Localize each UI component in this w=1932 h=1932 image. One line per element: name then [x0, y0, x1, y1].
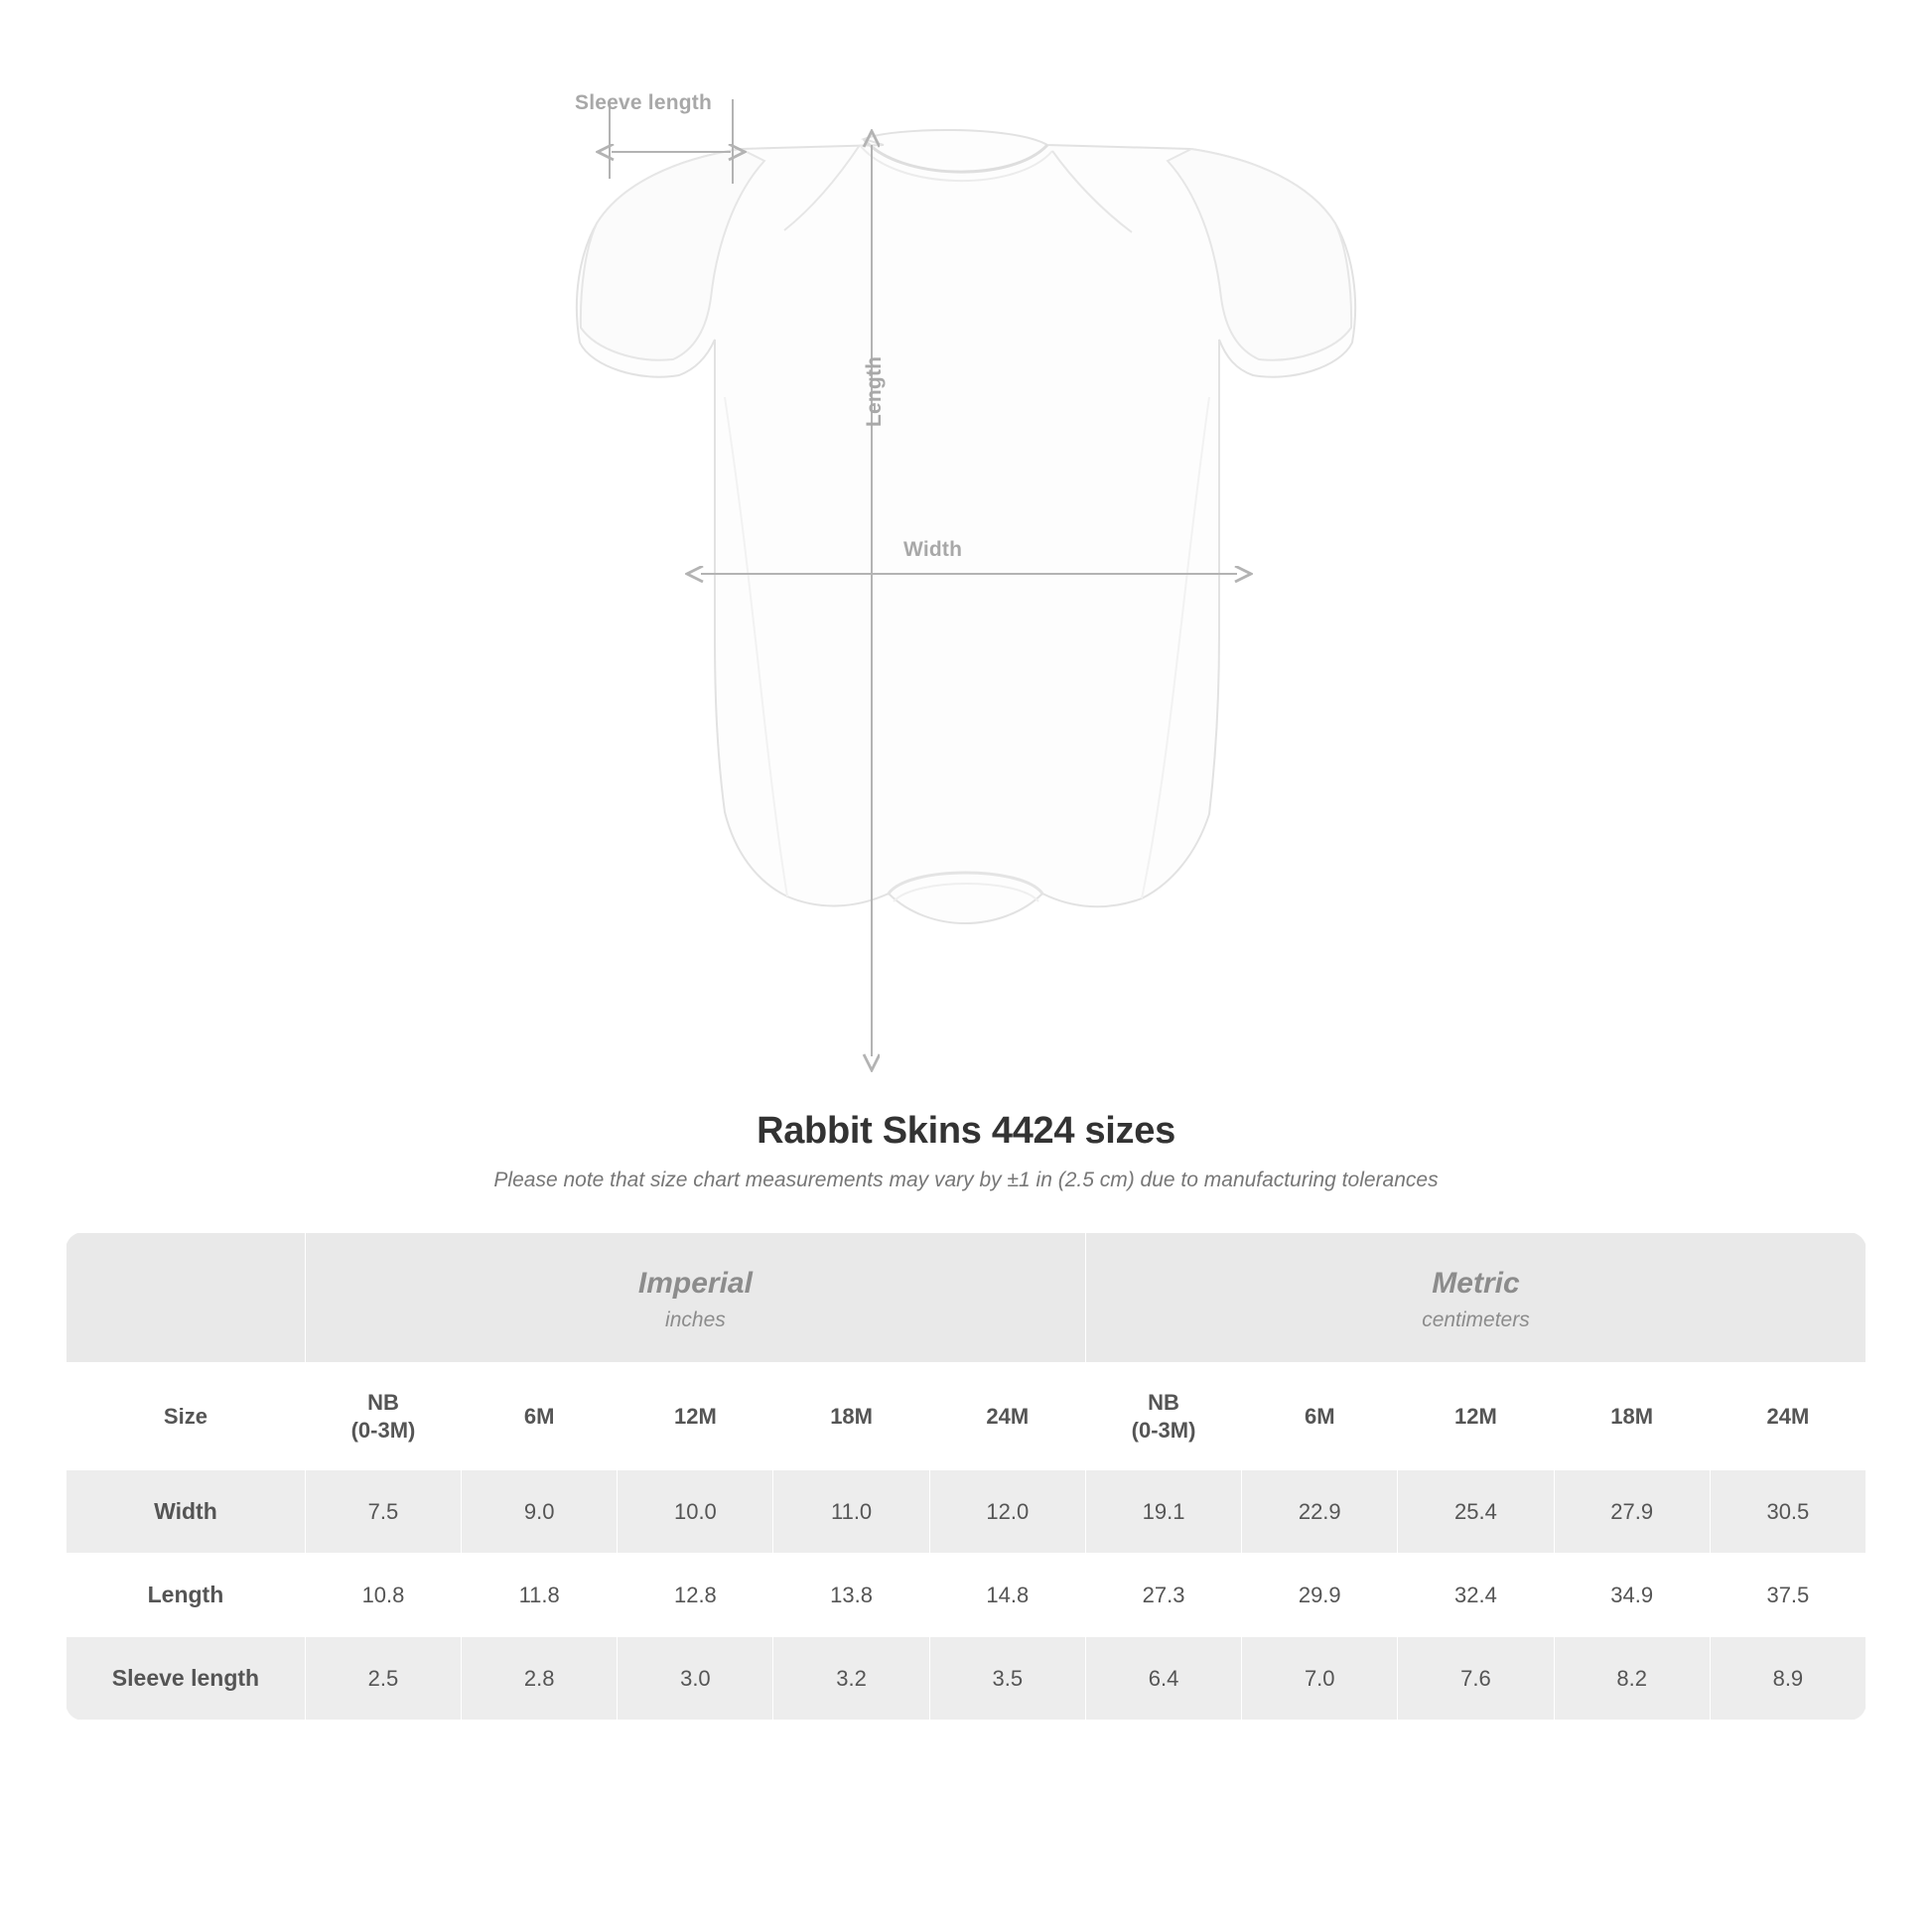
header-col-6-line1: 6M: [1304, 1403, 1335, 1429]
header-col-8: [1554, 1363, 1710, 1470]
header-col-2-line1: 12M: [673, 1403, 717, 1429]
cell-width-3: 11.0: [773, 1470, 929, 1554]
header-col-7-line1: 12M: [1454, 1403, 1497, 1429]
cell-length-0: 10.8: [305, 1554, 461, 1637]
cell-length-2: 12.8: [618, 1554, 773, 1637]
size-header-row: [67, 1363, 1866, 1470]
size-table: [66, 1232, 1866, 1721]
table-row: [67, 1554, 1866, 1637]
header-col-3: [773, 1363, 929, 1470]
table-row: [67, 1637, 1866, 1721]
header-col-6: [1242, 1363, 1398, 1470]
cell-length-9: 37.5: [1710, 1554, 1865, 1637]
cell-width-2: 10.0: [618, 1470, 773, 1554]
sleeve-length-label: Sleeve length: [575, 91, 712, 114]
cell-sleeve-1: 2.8: [462, 1637, 618, 1721]
unit-cell-metric: [1085, 1233, 1865, 1363]
cell-length-7: 32.4: [1398, 1554, 1554, 1637]
unit-sub-metric: centimeters: [1422, 1309, 1530, 1331]
header-col-4: [929, 1363, 1085, 1470]
cell-width-5: 19.1: [1085, 1470, 1241, 1554]
cell-sleeve-9: 8.9: [1710, 1637, 1865, 1721]
header-col-1: [462, 1363, 618, 1470]
cell-length-3: 13.8: [773, 1554, 929, 1637]
unit-header-row: [67, 1233, 1866, 1363]
cell-sleeve-4: 3.5: [929, 1637, 1085, 1721]
header-col-1-line1: 6M: [523, 1403, 555, 1429]
header-col-9-line1: 24M: [1766, 1403, 1810, 1429]
row-label-sleeve-length: Sleeve length: [67, 1637, 306, 1721]
unit-cell-imperial: [305, 1233, 1085, 1363]
cell-length-6: 29.9: [1242, 1554, 1398, 1637]
header-col-2: [618, 1363, 773, 1470]
title-block: [0, 1110, 1932, 1192]
unit-corner-cell: [67, 1233, 306, 1363]
header-col-5: [1085, 1363, 1241, 1470]
cell-length-5: 27.3: [1085, 1554, 1241, 1637]
header-col-4-line1: 24M: [986, 1403, 1030, 1429]
cell-width-1: 9.0: [462, 1470, 618, 1554]
header-col-0-line1: NB: [367, 1390, 399, 1415]
header-size-label: Size: [67, 1363, 306, 1470]
size-table-wrapper: [66, 1232, 1866, 1721]
header-col-5-line1: NB: [1148, 1390, 1179, 1415]
bodysuit-shape: [577, 130, 1355, 923]
row-label-length: Length: [67, 1554, 306, 1637]
page-title: Rabbit Skins 4424 sizes: [757, 1110, 1175, 1152]
cell-length-8: 34.9: [1554, 1554, 1710, 1637]
header-col-7: [1398, 1363, 1554, 1470]
unit-sub-imperial: inches: [665, 1309, 726, 1331]
cell-width-9: 30.5: [1710, 1470, 1865, 1554]
cell-sleeve-7: 7.6: [1398, 1637, 1554, 1721]
width-label: Width: [903, 538, 963, 561]
length-label: Length: [863, 355, 886, 427]
header-col-9: [1710, 1363, 1865, 1470]
cell-sleeve-5: 6.4: [1085, 1637, 1241, 1721]
cell-width-8: 27.9: [1554, 1470, 1710, 1554]
cell-sleeve-8: 8.2: [1554, 1637, 1710, 1721]
unit-name-metric: Metric: [1432, 1267, 1520, 1300]
header-col-0-line2: (0-3M): [350, 1417, 416, 1443]
cell-width-6: 22.9: [1242, 1470, 1398, 1554]
table-row: [67, 1470, 1866, 1554]
header-col-3-line1: 18M: [830, 1403, 873, 1429]
header-col-0: [305, 1363, 461, 1470]
cell-width-0: 7.5: [305, 1470, 461, 1554]
cell-sleeve-2: 3.0: [618, 1637, 773, 1721]
tolerance-note: Please note that size chart measurements may vary by ±1 in (2.5 cm) due to manufacturing tolerances: [493, 1169, 1439, 1191]
cell-sleeve-0: 2.5: [305, 1637, 461, 1721]
unit-name-imperial: Imperial: [637, 1267, 753, 1300]
cell-sleeve-3: 3.2: [773, 1637, 929, 1721]
header-col-8-line1: 18M: [1610, 1403, 1654, 1429]
cell-length-1: 11.8: [462, 1554, 618, 1637]
cell-width-4: 12.0: [929, 1470, 1085, 1554]
cell-length-4: 14.8: [929, 1554, 1085, 1637]
cell-width-7: 25.4: [1398, 1470, 1554, 1554]
header-col-5-line2: (0-3M): [1131, 1417, 1196, 1443]
row-label-width: Width: [67, 1470, 306, 1554]
cell-sleeve-6: 7.0: [1242, 1637, 1398, 1721]
